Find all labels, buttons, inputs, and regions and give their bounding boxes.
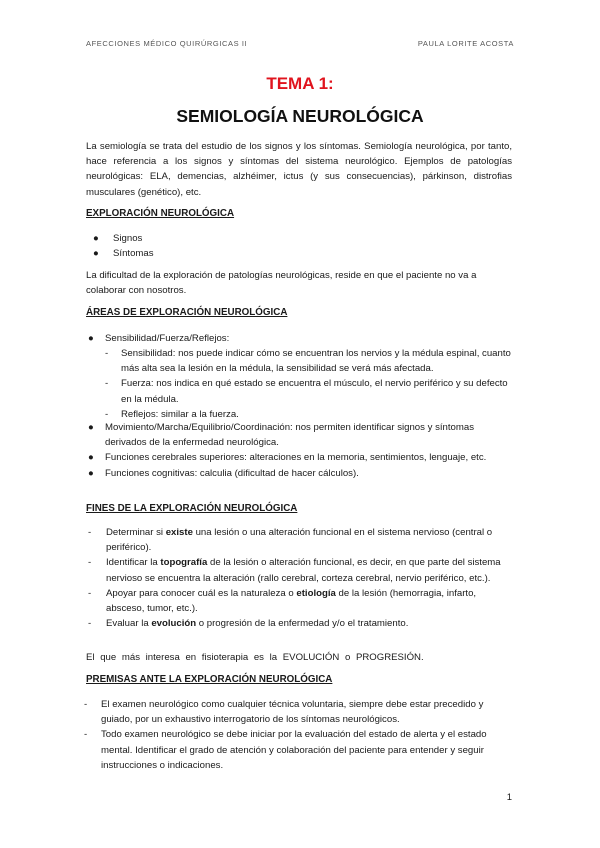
section-heading-fines: FINES DE LA EXPLORACIÓN NEUROLÓGICA <box>86 503 298 514</box>
areas-list <box>88 331 515 346</box>
list-item: ● Movimiento/Marcha/Equilibrio/Coordinación: nos permiten identificar signos y síntomas derivados de la enfermedad neurológica. <box>88 422 474 449</box>
list-item: - Apoyar para conocer cuál es la naturaleza o etiología de la lesión (hemorragia, infarto, absceso, tumor, etc.). <box>88 587 477 615</box>
areas-sublist <box>105 346 513 422</box>
list-item: ● Signos <box>93 233 143 244</box>
list-item: - Determinar si existe una lesión o una alteración funcional en el sistema nervioso (central o periférico). <box>88 527 493 554</box>
premisas-list <box>84 697 515 773</box>
fines-list <box>88 525 514 631</box>
page-title: SEMIOLOGÍA NEUROLÓGICA <box>176 106 424 126</box>
list-item: ● Síntomas <box>93 248 154 260</box>
difficulty-paragraph: La dificultad de la exploración de patologías neurológicas, reside en que el paciente no va a colaborar con nosotros. <box>86 270 477 297</box>
section-heading-exploracion: EXPLORACIÓN NEUROLÓGICA <box>86 208 235 219</box>
list-item: - Sensibilidad: nos puede indicar cómo se encuentran los nervios y la médula espinal, cuanto más alta sea la lesión en la médula, la sensibilidad se verá más afectada. <box>105 348 511 375</box>
list-item: - Identificar la topografía de la lesión o alteración funcional, es decir, en que parte del sistema nervioso se encuentra la alteración (rallo cerebral, corteza cerebral, nervio periférico, etc.). <box>88 557 501 584</box>
list-item: ● Sensibilidad/Fuerza/Reflejos: <box>88 333 230 344</box>
page-number: 1 <box>506 792 512 803</box>
list-item: - Todo examen neurológico se debe iniciar por la evaluación del estado de alerta y el estado mental. Identificar el grado de atención y colaboración del paciente para entender y seguir instrucciones o indicaciones. <box>84 729 487 771</box>
topic-number: TEMA 1: <box>266 74 334 93</box>
intro-paragraph: La semiología se trata del estudio de los signos y los síntomas. Semiología neurológica, por tanto, hace referencia a los signos y síntomas del sistema neurológico. Ejemplos de patologías neurológicas: ELA, demencias, alzhéimer, ictus (y sus consecuencias), párkinson, distrofias musculares (genético), etc. <box>86 141 512 198</box>
signs-list <box>93 231 154 261</box>
header-author: PAULA LORITE ACOSTA <box>417 39 514 48</box>
areas-list-continued <box>88 420 515 481</box>
section-heading-areas: ÁREAS DE EXPLORACIÓN NEUROLÓGICA <box>86 307 288 318</box>
list-item: - Evaluar la evolución o progresión de la enfermedad y/o el tratamiento. <box>88 618 409 630</box>
list-item: - El examen neurológico como cualquier técnica voluntaria, siempre debe estar precedido y guiado, por un exhaustivo interrogatorio de los síntomas neurológicos. <box>84 699 484 726</box>
list-item: ● Funciones cognitivas: calculia (dificultad de hacer cálculos). <box>88 467 359 479</box>
header-course: AFECCIONES MÉDICO QUIRÚRGICAS II <box>86 39 248 48</box>
list-item: - Fuerza: nos indica en qué estado se encuentra el músculo, el nervio periférico y su defecto en la médula. <box>105 378 508 405</box>
list-item: ● Funciones cerebrales superiores: alteraciones en la memoria, sentimientos, lenguaje, etc. <box>88 452 487 464</box>
section-heading-premisas: PREMISAS ANTE LA EXPLORACIÓN NEUROLÓGICA <box>86 674 333 685</box>
list-item: - Reflejos: similar a la fuerza. <box>105 408 239 420</box>
evolution-paragraph: El que más interesa en fisioterapia es la EVOLUCIÓN o PROGRESIÓN. <box>86 652 424 663</box>
